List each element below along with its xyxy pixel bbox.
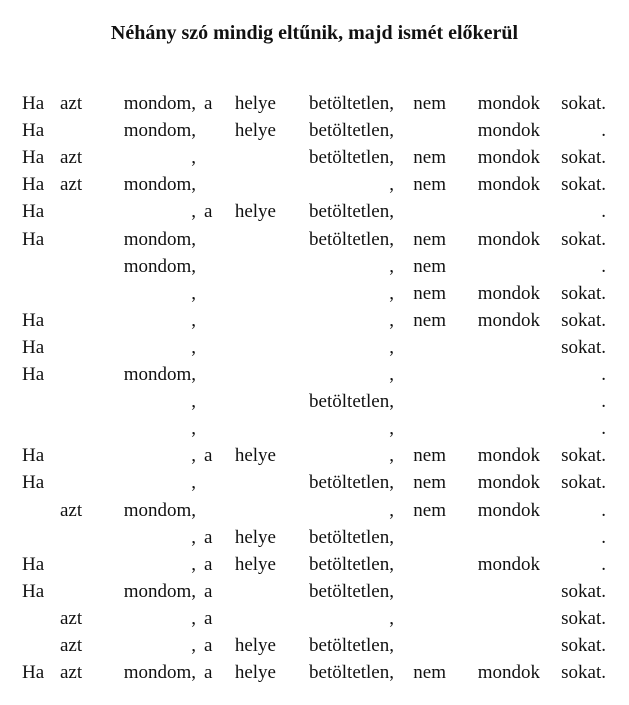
- poem-word: .: [601, 526, 606, 548]
- poem-word: a: [204, 607, 213, 629]
- poem-word: .: [601, 418, 606, 440]
- poem-line: [0, 551, 629, 578]
- poem-word: mondok: [477, 445, 540, 467]
- poem-line: [0, 605, 629, 632]
- poem-word: sokat.: [561, 309, 606, 331]
- poem-word: Ha: [22, 336, 45, 358]
- poem-word: nem: [413, 309, 446, 331]
- poem-word: ,: [389, 282, 394, 304]
- poem-word: nem: [413, 255, 446, 277]
- poem-word: azt: [60, 174, 83, 196]
- poem-word: ,: [191, 553, 196, 575]
- poem-word: ,: [389, 499, 394, 521]
- poem-word: mondok: [477, 553, 540, 575]
- poem-word: nem: [413, 499, 446, 521]
- poem-word: Ha: [22, 309, 45, 331]
- poem-word: nem: [413, 662, 446, 684]
- poem-word: ,: [191, 635, 196, 656]
- poem-word: mondok: [477, 662, 540, 684]
- poem-word: ,: [389, 336, 394, 358]
- poem-word: azt: [60, 147, 83, 169]
- poem-word: helye: [234, 526, 276, 548]
- poem-word: helye: [234, 201, 276, 223]
- poem-word: helye: [234, 662, 276, 684]
- poem-word: .: [601, 364, 606, 385]
- poem-word: betöltetlen,: [309, 580, 394, 602]
- poem-word: ,: [389, 174, 394, 196]
- poem-line: [0, 117, 629, 144]
- poem-word: sokat.: [561, 93, 606, 114]
- poem-word: nem: [413, 472, 446, 494]
- poem-word: ,: [191, 336, 196, 358]
- poem-line: [0, 90, 629, 117]
- poem-word: betöltetlen,: [309, 526, 394, 548]
- poem-word: a: [204, 445, 213, 467]
- poem-word: mondok: [477, 472, 540, 494]
- poem-word: nem: [413, 228, 446, 250]
- poem-line: [0, 334, 629, 361]
- poem-word: Ha: [22, 553, 45, 575]
- poem-line: [0, 307, 629, 334]
- poem-word: sokat.: [561, 174, 606, 196]
- poem-word: .: [601, 255, 606, 277]
- poem-word: ,: [191, 607, 196, 629]
- poem-word: Ha: [22, 201, 45, 223]
- poem-word: azt: [60, 93, 83, 114]
- poem-word: mondom,: [123, 228, 196, 250]
- poem-word: mondok: [477, 174, 540, 196]
- poem-word: mondom,: [123, 662, 196, 684]
- poem-line: [0, 578, 629, 605]
- poem-line: [0, 659, 629, 686]
- poem-word: helye: [234, 445, 276, 467]
- poem-word: betöltetlen,: [309, 93, 394, 114]
- poem-line: [0, 442, 629, 469]
- poem-word: sokat.: [561, 607, 606, 629]
- poem-line: [0, 469, 629, 496]
- poem-line: [0, 361, 629, 388]
- poem-word: sokat.: [561, 147, 606, 169]
- poem-word: mondok: [477, 93, 540, 114]
- poem-word: ,: [191, 282, 196, 304]
- poem-word: betöltetlen,: [309, 147, 394, 169]
- poem-word: ,: [191, 445, 196, 467]
- poem-line: [0, 171, 629, 198]
- poem-word: ,: [191, 309, 196, 331]
- poem-word: mondom,: [123, 255, 196, 277]
- poem-word: ,: [191, 472, 196, 494]
- poem-word: a: [204, 662, 213, 684]
- poem-word: nem: [413, 174, 446, 196]
- poem-word: mondom,: [123, 174, 196, 196]
- poem-word: sokat.: [561, 580, 606, 602]
- poem-word: sokat.: [561, 282, 606, 304]
- poem-line: [0, 632, 629, 659]
- poem-word: Ha: [22, 364, 45, 385]
- poem-word: mondok: [477, 120, 540, 142]
- poem-word: .: [601, 499, 606, 521]
- poem-word: nem: [413, 147, 446, 169]
- poem-word: .: [601, 391, 606, 413]
- poem-word: ,: [191, 418, 196, 440]
- poem-word: .: [601, 120, 606, 142]
- poem-word: helye: [234, 553, 276, 575]
- poem-line: [0, 280, 629, 307]
- poem-word: Ha: [22, 228, 45, 250]
- poem-word: mondok: [477, 499, 540, 521]
- poem-word: Ha: [22, 93, 45, 114]
- poem-word: ,: [389, 309, 394, 331]
- poem-word: betöltetlen,: [309, 472, 394, 494]
- poem-word: betöltetlen,: [309, 201, 394, 223]
- poem-word: sokat.: [561, 336, 606, 358]
- poem-word: ,: [389, 418, 394, 440]
- poem-word: Ha: [22, 580, 45, 602]
- poem-word: betöltetlen,: [309, 635, 394, 656]
- poem-word: a: [204, 635, 213, 656]
- poem-word: helye: [234, 120, 276, 142]
- poem-title: Néhány szó mindig eltűnik, majd ismét előkerül: [110, 22, 519, 44]
- poem-word: .: [601, 553, 606, 575]
- poem-line: [0, 144, 629, 171]
- poem-word: betöltetlen,: [309, 120, 394, 142]
- poem-line: [0, 226, 629, 253]
- poem-word: ,: [191, 526, 196, 548]
- poem-word: mondom,: [123, 93, 196, 114]
- poem-word: nem: [413, 93, 446, 114]
- poem-word: azt: [60, 662, 83, 684]
- poem-word: ,: [389, 607, 394, 629]
- poem-word: mondok: [477, 282, 540, 304]
- poem-word: azt: [60, 635, 83, 656]
- poem-word: betöltetlen,: [309, 662, 394, 684]
- poem-word: mondom,: [123, 499, 196, 521]
- poem-word: ,: [389, 445, 394, 467]
- poem-word: a: [204, 526, 213, 548]
- poem-word: Ha: [22, 662, 45, 684]
- poem-word: Ha: [22, 174, 45, 196]
- poem-word: a: [204, 201, 213, 223]
- poem-word: ,: [389, 364, 394, 385]
- poem-word: sokat.: [561, 662, 606, 684]
- poem-word: nem: [413, 282, 446, 304]
- poem-line: [0, 198, 629, 225]
- poem-line: [0, 524, 629, 551]
- poem-word: azt: [60, 499, 83, 521]
- poem-word: sokat.: [561, 472, 606, 494]
- poem-word: Ha: [22, 472, 45, 494]
- poem-word: Ha: [22, 445, 45, 467]
- poem-word: a: [204, 93, 213, 114]
- poem-word: Ha: [22, 120, 45, 142]
- poem-word: a: [204, 580, 213, 602]
- poem-word: mondom,: [123, 580, 196, 602]
- poem-word: ,: [389, 255, 394, 277]
- poem-word: .: [601, 201, 606, 223]
- poem-word: sokat.: [561, 445, 606, 467]
- poem-body: [0, 90, 629, 690]
- poem-word: a: [204, 553, 213, 575]
- poem-word: mondok: [477, 228, 540, 250]
- poem-word: sokat.: [561, 635, 606, 656]
- poem-word: betöltetlen,: [309, 228, 394, 250]
- poem-word: betöltetlen,: [309, 553, 394, 575]
- poem-line: [0, 388, 629, 415]
- poem-word: betöltetlen,: [309, 391, 394, 413]
- poem-word: mondok: [477, 309, 540, 331]
- poem-word: sokat.: [561, 228, 606, 250]
- poem-word: azt: [60, 607, 83, 629]
- poem-word: nem: [413, 445, 446, 467]
- poem-word: ,: [191, 201, 196, 223]
- poem-word: mondom,: [123, 120, 196, 142]
- poem-line: [0, 253, 629, 280]
- poem-line: [0, 497, 629, 524]
- poem-word: mondom,: [123, 364, 196, 385]
- poem-word: ,: [191, 391, 196, 413]
- poem-word: helye: [234, 635, 276, 656]
- poem-word: Ha: [22, 147, 45, 169]
- poem-word: mondok: [477, 147, 540, 169]
- poem-word: helye: [234, 93, 276, 114]
- poem-line: [0, 415, 629, 442]
- poem-word: ,: [191, 147, 196, 169]
